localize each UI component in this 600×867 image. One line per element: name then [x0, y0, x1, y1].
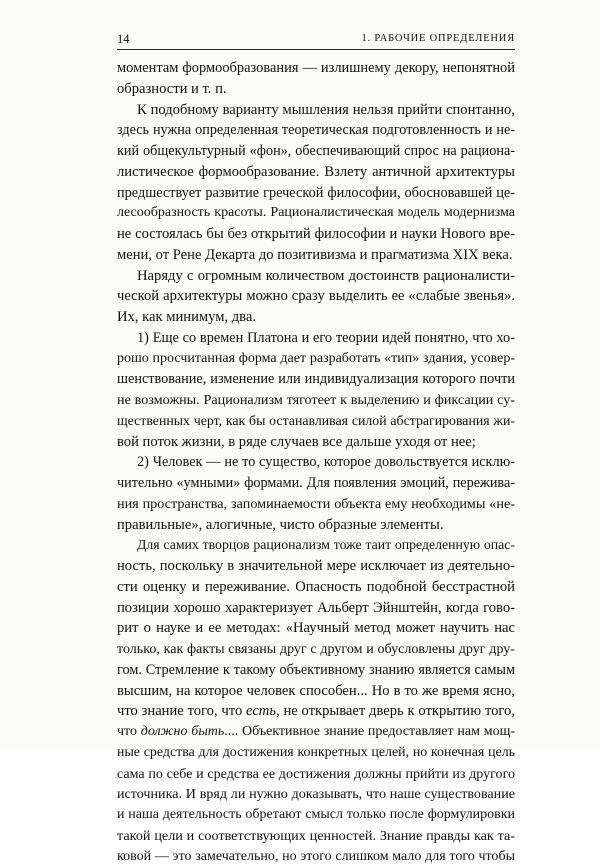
text-segment: Для самих творцов рационализм тоже таит определенную опас- [137, 537, 515, 552]
text-segment: ные средства для достижения конкретных целей, но конечная цель [117, 745, 515, 760]
body-text [117, 58, 515, 867]
running-head [117, 31, 515, 50]
text-segment: рошо просчитанная форма дает разработать «тип» здания, усовер- [117, 351, 515, 366]
text-segment: кий общекультурный «фон», обеспечивающий спрос на рациона- [117, 143, 515, 159]
text-line [117, 618, 515, 639]
text-segment: здесь нужна определенная теоретическая подготовленность и не- [117, 122, 515, 138]
text-segment: Наряду с огромным количеством достоинств рационалисти- [137, 268, 515, 284]
text-line [117, 681, 515, 702]
text-segment: чительно «умными» формами. Для появления эмоций, пережива- [117, 475, 515, 491]
text-line [117, 473, 515, 494]
italic-text-segment: должно быть [141, 724, 224, 739]
text-line [117, 369, 515, 390]
text-line [117, 784, 515, 805]
text-line [117, 203, 515, 224]
text-segment: , не открывает дверь к открытию того, [276, 703, 515, 719]
text-line [117, 701, 515, 722]
text-segment: правильные», алогичные, чисто образные элементы. [117, 517, 444, 533]
text-segment: рит о науке и ее методах: «Научный метод может научить нас [117, 620, 515, 636]
text-segment: ния пространства, запоминаемости объекта ему необходимы «не- [117, 496, 515, 512]
page-number: 14 [117, 31, 130, 47]
text-line [117, 847, 515, 867]
text-line [117, 764, 515, 785]
text-segment: 2) Человек — не то существо, которое довольствуется исклю- [137, 454, 515, 470]
text-segment: источника. И вряд ли нужно доказывать, что наше существование [117, 786, 515, 802]
text-segment: сти оценку и переживание. Опасность подобной бесстрастной [117, 579, 515, 595]
text-line [117, 639, 515, 660]
text-segment: образности и т. п. [117, 81, 227, 97]
text-segment: Их, как минимум, два. [117, 309, 256, 325]
text-line [117, 494, 515, 515]
text-segment: ность, поскольку в значительной мере исключает из деятельно- [117, 558, 515, 574]
text-line [117, 411, 515, 432]
text-segment: 1) Еще со времен Платона и его теории идей понятно, что хо- [137, 330, 515, 346]
text-segment: сама по себе и средства ее достижения должны прийти из другого [117, 766, 515, 782]
text-segment: ческой архитектуры можно сразу выделить ее «слабые звенья». [117, 288, 515, 304]
text-line [117, 100, 515, 121]
text-segment: что [117, 724, 141, 739]
text-line [117, 328, 515, 349]
text-line [117, 224, 515, 245]
text-line [117, 141, 515, 162]
text-segment: лесообразность красоты. Рационалистическая модель модернизма [117, 205, 515, 220]
text-segment: К подобному варианту мышления нельзя прийти спонтанно, [137, 102, 515, 118]
text-segment: мени, от Рене Декарта до позитивизма и прагматизма XIX века. [117, 247, 513, 263]
text-line [117, 79, 515, 100]
text-segment: моментам формообразования — излишнему декору, непонятной [117, 60, 515, 76]
text-segment: щественных черт, как бы останавливая силой абстрагирования жи- [117, 413, 515, 428]
text-line [117, 660, 515, 681]
chapter-title: 1. РАБОЧИЕ ОПРЕДЕЛЕНИЯ [362, 31, 515, 47]
text-line [117, 307, 515, 328]
text-line [117, 535, 515, 556]
text-segment: листическое формообразование. Взлету античной архитектуры [117, 164, 515, 180]
text-segment: только, как факты связаны друг с другом и обусловлены друг дру- [117, 641, 515, 657]
text-segment: гом. Стремление к такому объективному знанию является самым [117, 662, 515, 678]
text-line [117, 805, 515, 826]
text-line [117, 598, 515, 619]
text-segment: шенствование, изменение или индивидуализация которого почти [117, 371, 515, 387]
text-line [117, 58, 515, 79]
text-segment: высшим, на которое человек способен... Но в то же время ясно, [117, 683, 515, 699]
italic-text-segment: есть [246, 703, 276, 719]
text-segment: не состоялась бы без открытий философии и науки Нового вре- [117, 226, 515, 242]
text-segment: что знание того, что [117, 703, 246, 719]
text-line [117, 286, 515, 307]
text-segment: позиции хорошо характеризует Альберт Эйнштейн, когда гово- [117, 600, 515, 616]
text-line [117, 120, 515, 141]
text-line [117, 515, 515, 536]
text-line [117, 432, 515, 453]
text-line [117, 183, 515, 204]
text-segment: не возможны. Рационализм тяготеет к выделению и фиксации су- [117, 392, 515, 408]
text-line [117, 826, 515, 847]
text-line [117, 390, 515, 411]
text-segment: ковой — это замечательно, но этого слишком мало для того чтобы [117, 849, 515, 864]
text-segment: и наша деятельность обретают смысл только после формулировки [117, 807, 515, 822]
text-line [117, 266, 515, 287]
text-segment: предшествует развитие греческой философии, обосновавшей це- [117, 185, 515, 201]
text-segment: .... Объективное знание предоставляет нам мощ- [224, 724, 515, 739]
text-line [117, 577, 515, 598]
text-line [117, 349, 515, 370]
text-line [117, 556, 515, 577]
text-line [117, 743, 515, 764]
text-segment: такой цели и соответствующих ценностей. Знание правды как та- [117, 828, 515, 844]
text-segment: вой поток жизни, в ряде случаев все дальше уходя от нее; [117, 434, 476, 450]
text-line [117, 162, 515, 183]
text-line [117, 722, 515, 743]
text-line [117, 452, 515, 473]
text-line [117, 245, 515, 266]
